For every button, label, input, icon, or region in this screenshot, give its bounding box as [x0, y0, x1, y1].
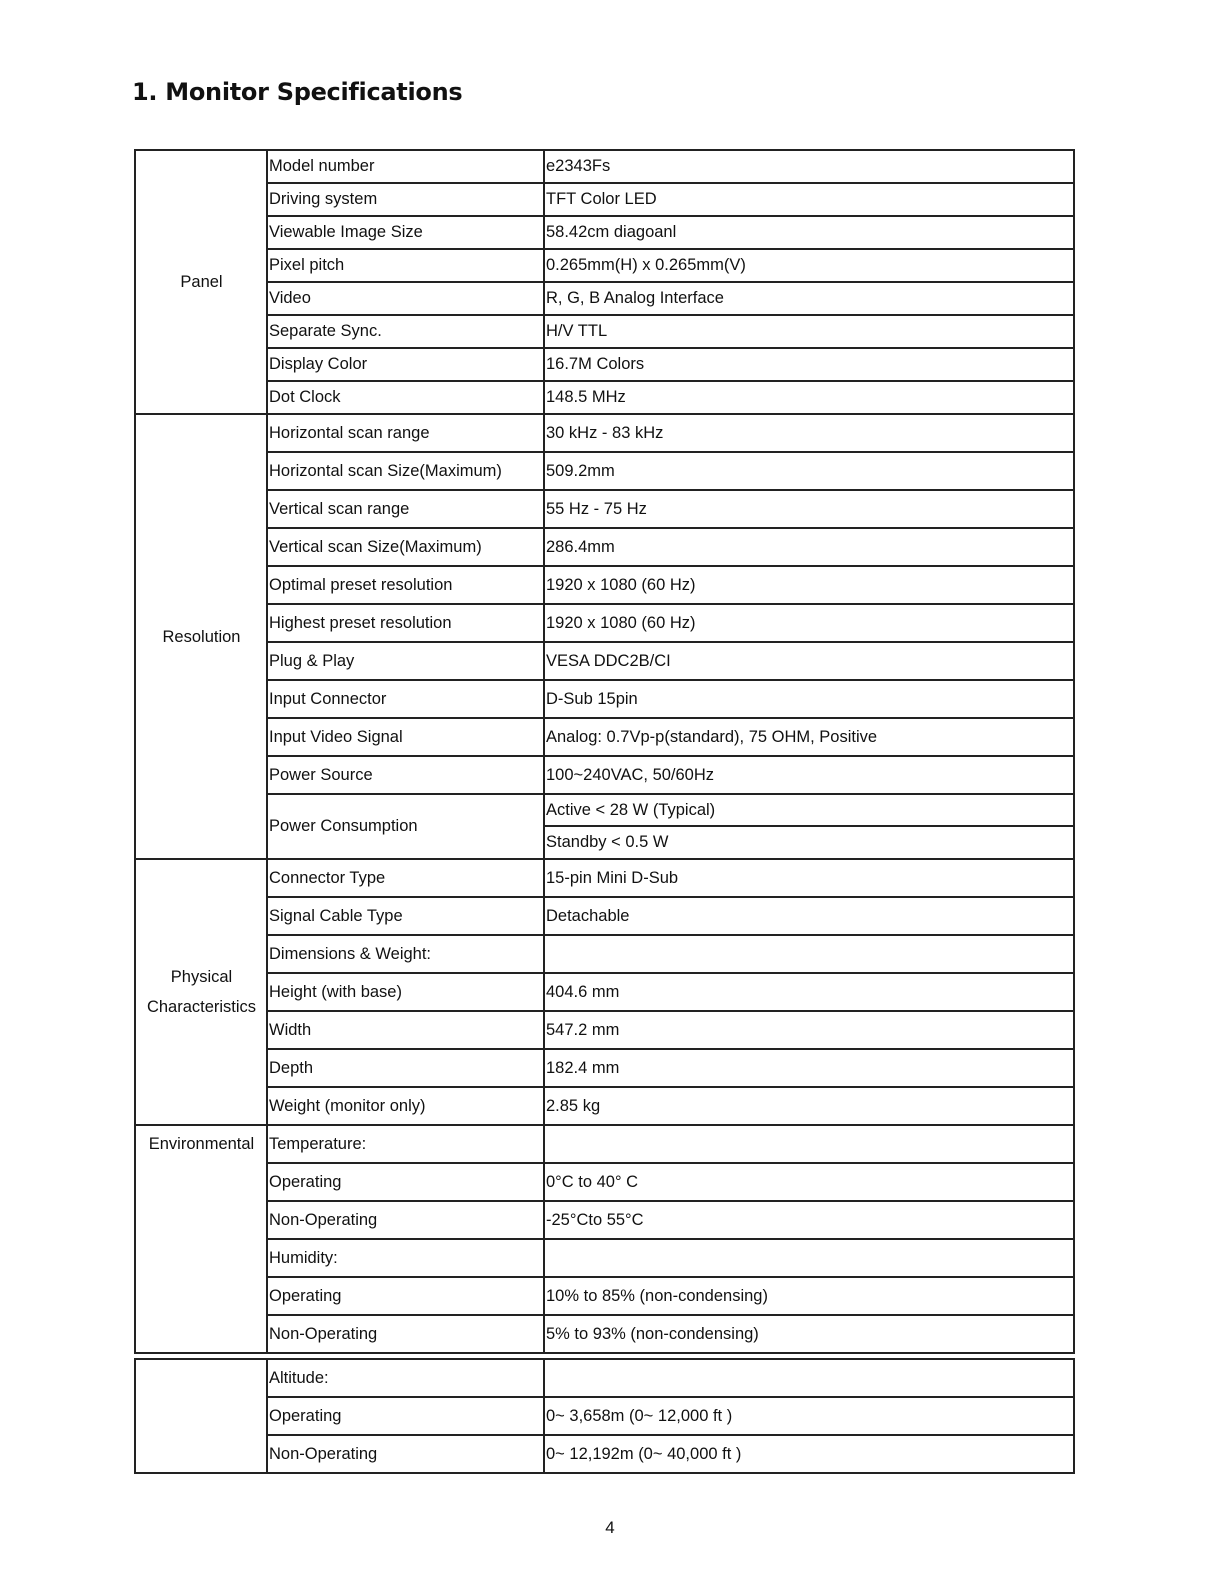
- spec-label: Model number: [267, 150, 544, 183]
- table-row: [135, 490, 1074, 528]
- spec-value: 10% to 85% (non-condensing): [544, 1277, 1074, 1315]
- table-row: [135, 183, 1074, 216]
- spec-label: Height (with base): [267, 973, 544, 1011]
- table-row: [135, 150, 1074, 183]
- table-row: [135, 566, 1074, 604]
- spec-label: Signal Cable Type: [267, 897, 544, 935]
- spec-value: 30 kHz - 83 kHz: [544, 414, 1074, 452]
- spec-value: e2343Fs: [544, 150, 1074, 183]
- table-row: [135, 381, 1074, 414]
- spec-value: 15-pin Mini D-Sub: [544, 859, 1074, 897]
- spec-value: 148.5 MHz: [544, 381, 1074, 414]
- table-row: [135, 528, 1074, 566]
- spec-value: [544, 1359, 1074, 1397]
- table-row: [135, 348, 1074, 381]
- spec-value: TFT Color LED: [544, 183, 1074, 216]
- spec-label: Horizontal scan Size(Maximum): [267, 452, 544, 490]
- spec-label: Operating: [267, 1277, 544, 1315]
- spec-value: [544, 1125, 1074, 1163]
- table-row: [135, 1315, 1074, 1353]
- table-row: [135, 1397, 1074, 1435]
- table-row: [135, 1359, 1074, 1397]
- spec-label: Input Connector: [267, 680, 544, 718]
- spec-table-altitude: [134, 1358, 1075, 1474]
- page-heading: 1. Monitor Specifications: [132, 78, 463, 106]
- spec-label: Connector Type: [267, 859, 544, 897]
- table-row: [135, 935, 1074, 973]
- table-row: [135, 859, 1074, 897]
- spec-label: Pixel pitch: [267, 249, 544, 282]
- spec-label: Non-Operating: [267, 1435, 544, 1473]
- spec-label: Depth: [267, 1049, 544, 1087]
- spec-label: Power Source: [267, 756, 544, 794]
- spec-value: 0~ 3,658m (0~ 12,000 ft ): [544, 1397, 1074, 1435]
- spec-value: 1920 x 1080 (60 Hz): [544, 566, 1074, 604]
- table-row: [135, 718, 1074, 756]
- spec-value: 0~ 12,192m (0~ 40,000 ft ): [544, 1435, 1074, 1473]
- spec-label: Input Video Signal: [267, 718, 544, 756]
- table-row: [135, 1435, 1074, 1473]
- group-label-altitude: [135, 1359, 267, 1473]
- table-row: [135, 216, 1074, 249]
- spec-value: 0°C to 40° C: [544, 1163, 1074, 1201]
- table-row: [135, 1125, 1074, 1163]
- spec-value: VESA DDC2B/CI: [544, 642, 1074, 680]
- spec-value: 0.265mm(H) x 0.265mm(V): [544, 249, 1074, 282]
- table-row: [135, 1239, 1074, 1277]
- spec-value: [544, 1239, 1074, 1277]
- spec-value: Standby < 0.5 W: [544, 826, 1074, 859]
- table-row: [135, 642, 1074, 680]
- spec-label: Altitude:: [267, 1359, 544, 1397]
- spec-value: 404.6 mm: [544, 973, 1074, 1011]
- spec-label: Weight (monitor only): [267, 1087, 544, 1125]
- spec-label: Non-Operating: [267, 1201, 544, 1239]
- spec-label: Humidity:: [267, 1239, 544, 1277]
- spec-value: 547.2 mm: [544, 1011, 1074, 1049]
- page-number: 4: [605, 1518, 615, 1537]
- spec-label: Width: [267, 1011, 544, 1049]
- spec-label: Video: [267, 282, 544, 315]
- spec-label: Separate Sync.: [267, 315, 544, 348]
- spec-value: R, G, B Analog Interface: [544, 282, 1074, 315]
- spec-value: 1920 x 1080 (60 Hz): [544, 604, 1074, 642]
- table-row: [135, 1163, 1074, 1201]
- spec-label: Viewable Image Size: [267, 216, 544, 249]
- spec-value: Detachable: [544, 897, 1074, 935]
- spec-label: Optimal preset resolution: [267, 566, 544, 604]
- spec-value: H/V TTL: [544, 315, 1074, 348]
- group-label-panel: Panel: [135, 150, 267, 414]
- spec-label: Dot Clock: [267, 381, 544, 414]
- spec-label: Highest preset resolution: [267, 604, 544, 642]
- table-row: [135, 604, 1074, 642]
- spec-label: Vertical scan Size(Maximum): [267, 528, 544, 566]
- spec-label: Operating: [267, 1163, 544, 1201]
- spec-value: 509.2mm: [544, 452, 1074, 490]
- table-row: [135, 452, 1074, 490]
- group-label-resolution: Resolution: [135, 414, 267, 859]
- table-row: [135, 1049, 1074, 1087]
- table-row: [135, 680, 1074, 718]
- table-row: [135, 756, 1074, 794]
- spec-label: Temperature:: [267, 1125, 544, 1163]
- table-row: [135, 1011, 1074, 1049]
- spec-value: 58.42cm diagoanl: [544, 216, 1074, 249]
- spec-label: Horizontal scan range: [267, 414, 544, 452]
- spec-value: 182.4 mm: [544, 1049, 1074, 1087]
- spec-value: 16.7M Colors: [544, 348, 1074, 381]
- group-label-physical: Physical Characteristics: [135, 859, 267, 1125]
- table-row: [135, 897, 1074, 935]
- spec-value: Analog: 0.7Vp-p(standard), 75 OHM, Positive: [544, 718, 1074, 756]
- table-row: [135, 1087, 1074, 1125]
- table-row: [135, 282, 1074, 315]
- spec-label: Dimensions & Weight:: [267, 935, 544, 973]
- spec-value: 100~240VAC, 50/60Hz: [544, 756, 1074, 794]
- spec-label: Non-Operating: [267, 1315, 544, 1353]
- spec-value: [544, 935, 1074, 973]
- table-row: [135, 973, 1074, 1011]
- spec-value: Active < 28 W (Typical): [544, 794, 1074, 826]
- spec-value: 2.85 kg: [544, 1087, 1074, 1125]
- spec-label: Operating: [267, 1397, 544, 1435]
- table-row: [135, 315, 1074, 348]
- spec-value: 5% to 93% (non-condensing): [544, 1315, 1074, 1353]
- table-row: [135, 1277, 1074, 1315]
- spec-label: Plug & Play: [267, 642, 544, 680]
- spec-label: Driving system: [267, 183, 544, 216]
- spec-label: Display Color: [267, 348, 544, 381]
- spec-value: 55 Hz - 75 Hz: [544, 490, 1074, 528]
- table-row: [135, 794, 1074, 826]
- spec-label: Vertical scan range: [267, 490, 544, 528]
- spec-table-main: [134, 149, 1075, 1354]
- table-row: [135, 414, 1074, 452]
- spec-label: Power Consumption: [267, 794, 544, 859]
- table-row: [135, 1201, 1074, 1239]
- group-label-environmental: Environmental: [135, 1125, 267, 1353]
- table-row: [135, 249, 1074, 282]
- spec-value: D-Sub 15pin: [544, 680, 1074, 718]
- spec-value: -25°Cto 55°C: [544, 1201, 1074, 1239]
- spec-value: 286.4mm: [544, 528, 1074, 566]
